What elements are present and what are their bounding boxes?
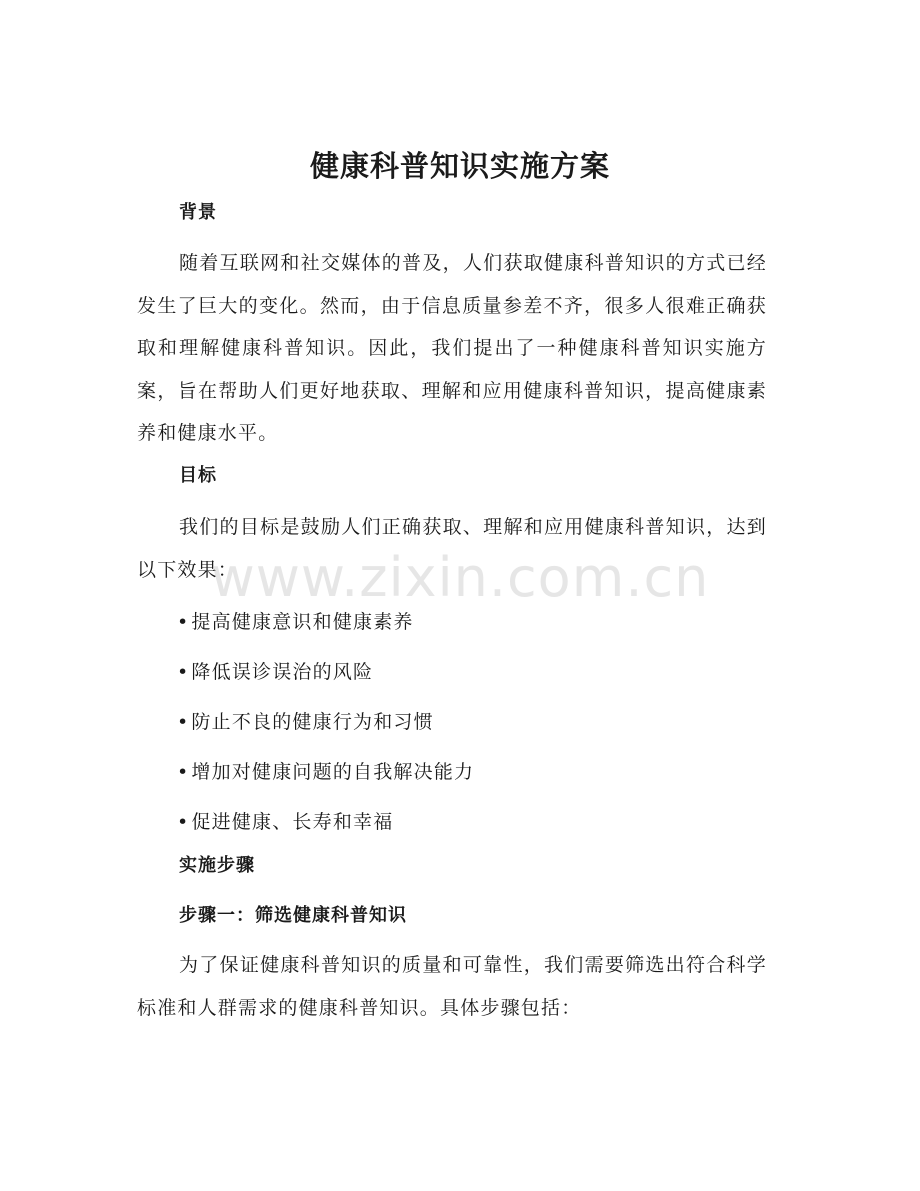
list-item xyxy=(177,697,474,747)
bullet-icon: • xyxy=(177,811,190,833)
section-heading-background: 背景 xyxy=(179,202,217,223)
list-item xyxy=(177,647,474,697)
section-heading-goal: 目标 xyxy=(179,465,217,486)
bullet-icon: • xyxy=(177,711,190,733)
watermark: www.zixin.com.cn xyxy=(210,546,710,609)
list-item-text: 防止不良的健康行为和习惯 xyxy=(191,711,434,733)
background-paragraph: 随着互联网和社交媒体的普及，人们获取健康科普知识的方式已经发生了巨大的变化。然而，由于信息质量参差不齐，很多人很难正确获取和理解健康科普知识。因此，我们提出了一种健康科普知识实施方案，旨在帮助人们更好地获取、理解和应用健康科普知识，提高健康素养和健康水平。 xyxy=(137,252,767,444)
list-item-text: 提高健康意识和健康素养 xyxy=(191,611,414,633)
step1-paragraph: 为了保证健康科普知识的质量和可靠性，我们需要筛选出符合科学标准和人群需求的健康科普知识。具体步骤包括： xyxy=(137,954,767,1019)
list-item-text: 降低误诊误治的风险 xyxy=(191,661,374,683)
list-item xyxy=(177,597,474,647)
bullet-icon: • xyxy=(177,661,190,683)
list-item xyxy=(177,747,474,797)
goal-bullet-list xyxy=(177,597,474,847)
bullet-icon: • xyxy=(177,611,190,633)
step1-heading: 步骤一：筛选健康科普知识 xyxy=(179,905,407,926)
list-item-text: 促进健康、长寿和幸福 xyxy=(191,811,394,833)
section-heading-steps: 实施步骤 xyxy=(179,855,255,876)
bullet-icon: • xyxy=(177,761,190,783)
list-item xyxy=(177,797,474,847)
list-item-text: 增加对健康问题的自我解决能力 xyxy=(191,761,475,783)
document-title: 健康科普知识实施方案 xyxy=(309,149,610,183)
goal-paragraph: 我们的目标是鼓励人们正确获取、理解和应用健康科普知识，达到以下效果： xyxy=(137,516,767,581)
